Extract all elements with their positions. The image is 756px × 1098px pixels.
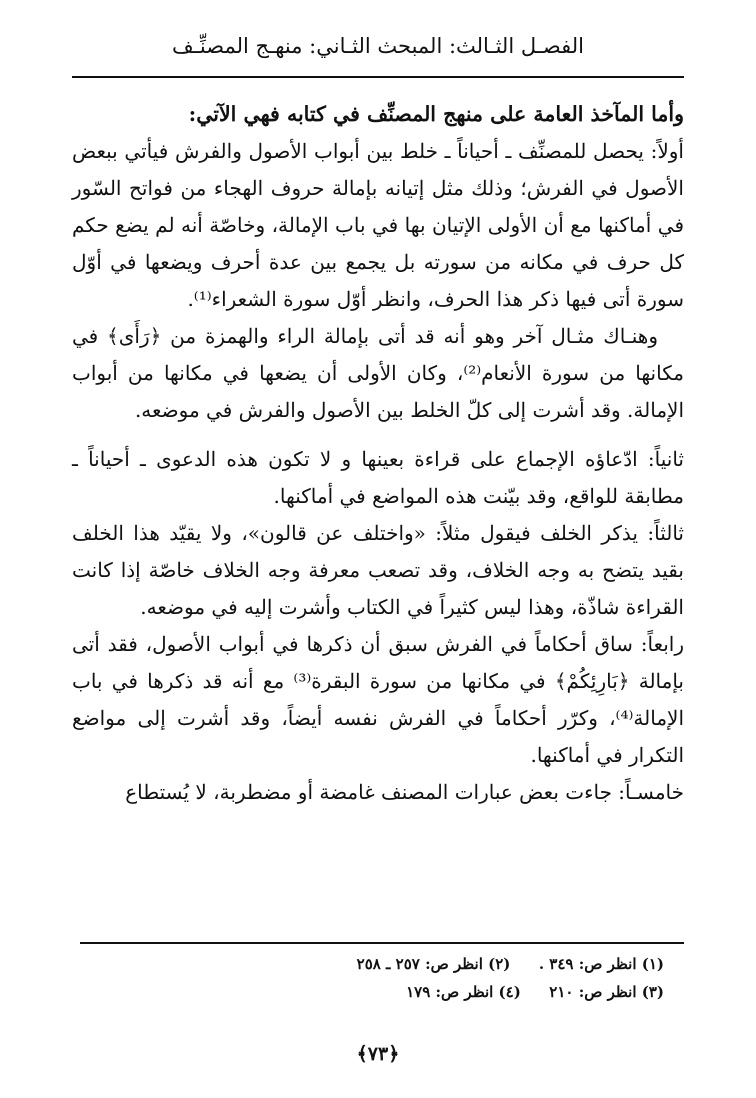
page-body <box>72 96 684 811</box>
footnote-4: (٤) انظر ص: ١٧٩ <box>406 983 521 1001</box>
paragraph-sixth: خامسـاً: جاءت بعض عبارات المصنف غامضة أو مضطربة، لا يُستطاع <box>125 780 684 804</box>
paragraph-fifth: رابعاً: ساق أحكاماً في الفرش سبق أن ذكرها في أبواب الأصول، فقد أتى بإمالة ﴿بَارِئِكُمْ﴾ في مكانها من سورة البقرة⁽³⁾ مع أنه قد ذكرها في باب الإمالة⁽⁴⁾، وكرّر أحكاماً في الفرش نفسه أيضاً، وقد أشرت إلى مواضع التكرار في أماكنها. <box>72 632 684 767</box>
paragraph-second: وهنـاك مثـال آخر وهو أنه قد أتى بإمالة الراء والهمزة من ﴿رَأَى﴾ في مكانها من سورة الأنعام⁽²⁾، وكان الأولى أن يضعها في مكانها من أبواب الإمالة. وقد أشرت إلى كلّ الخلط بين الأصول والفرش في موضعه. <box>72 324 684 422</box>
footnote-line-1 <box>200 950 664 978</box>
intro-heading: وأما المآخذ العامة على منهج المصنِّف في كتابه فهي الآتي: <box>188 102 684 126</box>
footnote-rule <box>80 942 684 944</box>
paragraph-fourth: ثالثاً: يذكر الخلف فيقول مثلاً: «واختلف عن قالون»، ولا يقيّد هذا الخلف بقيد يتضح به وجه الخلاف، وقد تصعب معرفة وجه الخلاف خاصّة إذا كانت القراءة شاذّة، وهذا ليس كثيراً في الكتاب وأشرت إليه في موضعه. <box>72 521 684 619</box>
page-number: ﴿٧٣﴾ <box>356 1043 400 1065</box>
footnote-1: (١) انظر ص: ٣٤٩ . <box>538 955 664 973</box>
footnotes <box>200 950 664 1006</box>
footnote-line-2 <box>200 978 664 1006</box>
footnote-2: (٢) انظر ص: ٢٥٧ ـ ٢٥٨ <box>356 955 511 973</box>
running-head: الفصـل الثـالث: المبحث الثـاني: منهـج المصنِّـف <box>172 34 584 58</box>
header-rule <box>72 76 684 78</box>
paragraph-third: ثانياً: ادّعاؤه الإجماع على قراءة بعينها و لا تكون هذه الدعوى ـ أحياناً ـ مطابقة للواقع، وقد بيّنت هذه المواضع في أماكنها. <box>72 447 684 508</box>
paragraph-first: أولاً: يحصل للمصنِّف ـ أحياناً ـ خلط بين أبواب الأصول والفرش فيأتي ببعض الأصول في الفرش؛ وذلك مثل إتيانه بإمالة حروف الهجاء من فواتح السّور في أماكنها مع أن الأولى الإتيان بها في باب الإمالة، وخاصّة أنه لم يضع حكم كل حرف في مكانه من سورته بل يجمع بين عدة أحرف ويضعها في أوّل سورة أتى فيها ذكر هذا الحرف، وانظر أوّل سورة الشعراء⁽¹⁾. <box>72 139 684 311</box>
footnote-3: (٣) انظر ص: ٢١٠ <box>549 983 664 1001</box>
